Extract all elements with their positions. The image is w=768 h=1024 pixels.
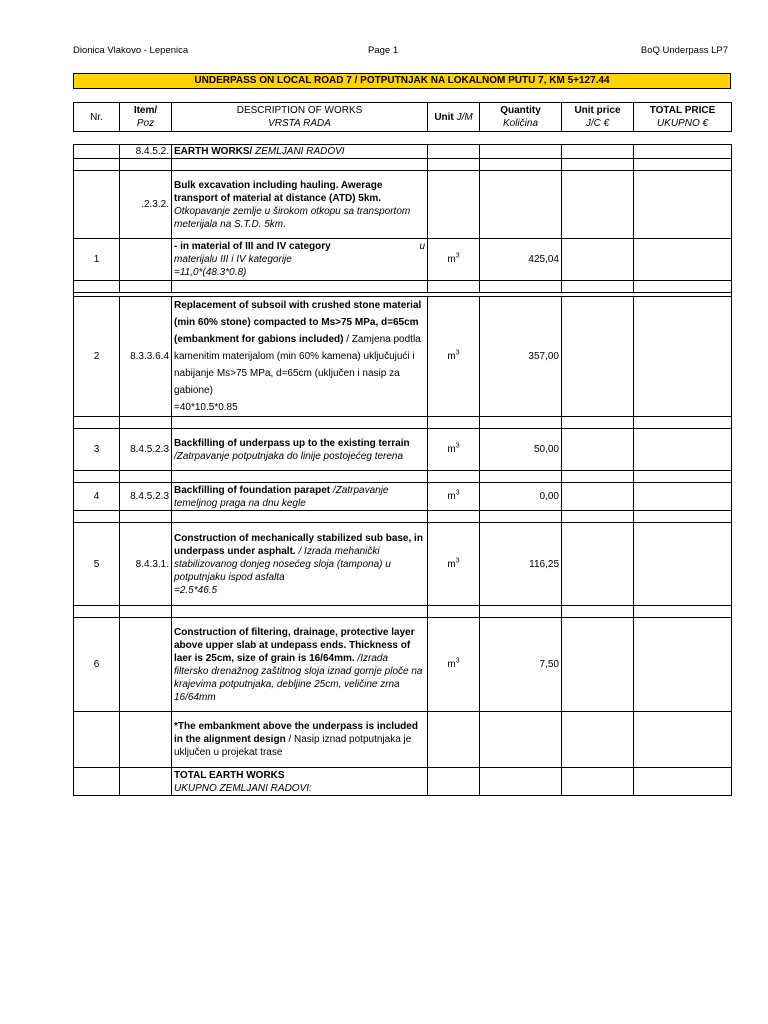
item-description-en: - in material of III and IV category — [174, 241, 331, 252]
col-nr-label: Nr. — [90, 111, 103, 123]
item-description-local: /Zatrpavanje potputnjaka do linije postojećeg terena — [174, 450, 404, 462]
col-description-label: DESCRIPTION OF WORKS — [236, 105, 363, 116]
col-quantity-local: Količina — [502, 118, 539, 129]
gap-row — [74, 606, 732, 618]
unit-exponent: 3 — [455, 442, 460, 450]
gap-row — [74, 511, 732, 523]
item-quantity: 0,00 — [480, 483, 562, 511]
col-unit-price-local: J/C € — [585, 118, 610, 129]
item-formula: =40*10.5*0.85 — [174, 402, 238, 413]
gap-row — [74, 471, 732, 483]
item-description-en: Replacement of subsoil with crushed stone material (min 60% stone) compacted to Ms>75 MPa, d=65cm (embankment for gabions included) — [174, 300, 422, 345]
item-description-local: Otkopavanje zemlje u širokom otkopu sa transportom meterijala na S.T.D. 5km. — [174, 205, 411, 230]
item-description-local: / Izrada mehanički stabilizovanog donjeg nosećeg sloja (tampona) u potputnjaku ispod asfalta — [174, 545, 391, 583]
table-row-bulk-excavation — [74, 171, 732, 239]
row-number: 3 — [74, 429, 120, 471]
item-description — [172, 239, 428, 281]
header-page-number: Page 1 — [368, 45, 399, 56]
unit-exponent: 3 — [455, 489, 460, 497]
col-unit-price — [562, 103, 634, 132]
col-quantity-label: Quantity — [500, 105, 541, 116]
row-number: 4 — [74, 483, 120, 511]
item-code: 8.4.5.2.3 — [120, 429, 172, 471]
item-formula: =11,0*(48.3*0.8) — [174, 267, 247, 278]
section-code: 8.4.5.2. — [120, 145, 172, 159]
item-unit — [428, 483, 480, 511]
item-description — [172, 171, 428, 239]
table-row-5 — [74, 523, 732, 606]
item-note-local: / Nasip iznad potputnjaka je uključen u projekat trase — [174, 734, 412, 758]
item-code: 8.4.3.1. — [120, 523, 172, 606]
unit-exponent: 3 — [455, 657, 460, 665]
col-description-local: VRSTA RADA — [268, 118, 331, 129]
item-unit — [428, 618, 480, 712]
item-quantity: 116,25 — [480, 523, 562, 606]
title-banner: UNDERPASS ON LOCAL ROAD 7 / POTPUTNJAK NA LOKALNOM PUTU 7, KM 5+127.44 — [73, 73, 731, 89]
table-row-1 — [74, 239, 732, 281]
item-description-local: / Zamjena podtla kamenitim materijalom (min 60% kamena) uključujući i nabijanje Ms>75 MPa, d=65cm (uključen i nasip za gabione) — [174, 334, 421, 396]
unit-text: m — [447, 491, 456, 502]
item-description-local: /Izrada filtersko drenažnog zaštitnog sloja iznad gornje ploče na krajevima potputnjaka, debljine 25cm, veličine zrna 16/64mm — [174, 652, 423, 703]
item-unit — [428, 239, 480, 281]
table-row-2 — [74, 297, 732, 417]
header-left: Dionica Vlakovo - Lepenica — [73, 45, 189, 56]
col-total-price-local: UKUPNO € — [656, 118, 709, 129]
item-description-en: Construction of mechanically stabilized sub base, in underpass under asphalt. — [174, 532, 423, 557]
header-right: BoQ Underpass LP7 — [640, 45, 728, 56]
row-number: 5 — [74, 523, 120, 606]
section-title — [172, 145, 428, 159]
col-item-label: Item/ — [133, 105, 158, 116]
item-description — [172, 618, 428, 712]
table-row-4 — [74, 483, 732, 511]
gap-row — [74, 159, 732, 171]
item-description-en: Backfilling of underpass up to the existing terrain — [174, 437, 410, 449]
unit-exponent: 3 — [455, 252, 460, 260]
row-number: 1 — [74, 239, 120, 281]
item-quantity: 7,50 — [480, 618, 562, 712]
item-description — [172, 523, 428, 606]
item-description-local-start: u — [419, 241, 425, 252]
gap-row — [74, 281, 732, 293]
total-row — [74, 768, 732, 796]
item-formula: =2.5*46.5 — [174, 584, 218, 596]
total-label-local: UKUPNO ZEMLJANI RADOVI: — [174, 782, 312, 794]
unit-exponent: 3 — [455, 557, 460, 565]
item-code: 8.4.5.2.3 — [120, 483, 172, 511]
table-row-3 — [74, 429, 732, 471]
unit-text: m — [447, 558, 456, 570]
table-row-6 — [74, 618, 732, 712]
table-row-note — [74, 712, 732, 768]
column-header-row — [74, 103, 732, 132]
total-label-en: TOTAL EARTH WORKS — [174, 769, 285, 781]
col-unit-local: J/M — [456, 111, 473, 123]
unit-text: m — [447, 351, 456, 362]
col-item-local: Poz — [136, 118, 155, 129]
total-value — [634, 768, 732, 796]
item-unit — [428, 429, 480, 471]
col-unit — [428, 103, 480, 132]
col-total-price — [634, 103, 732, 132]
unit-text: m — [447, 444, 456, 455]
item-quantity: 357,00 — [480, 297, 562, 417]
item-description — [172, 429, 428, 471]
item-description — [172, 297, 428, 417]
gap-row — [74, 417, 732, 429]
unit-text: m — [447, 659, 456, 670]
item-quantity: 50,00 — [480, 429, 562, 471]
item-description-local: materijalu III i IV kategorije — [174, 254, 292, 265]
row-number: 2 — [74, 297, 120, 417]
item-quantity: 425,04 — [480, 239, 562, 281]
col-total-price-label: TOTAL PRICE — [649, 105, 716, 116]
row-number: 6 — [74, 618, 120, 712]
unit-exponent: 3 — [455, 349, 460, 357]
col-item — [120, 103, 172, 132]
item-code: 8.3.3.6.4 — [120, 297, 172, 417]
col-unit-label: Unit — [434, 111, 454, 123]
col-description — [172, 103, 428, 132]
section-title-en: EARTH WORKS/ — [174, 146, 253, 157]
item-note-en: *The embankment above the underpass is included in the alignment design — [174, 721, 418, 745]
section-title-local: ZEMLJANI RADOVI — [252, 146, 345, 157]
col-nr — [74, 103, 120, 132]
item-description-en: Bulk excavation including hauling. Awerage transport of material at distance (ATD) 5km. — [174, 179, 383, 204]
item-description — [172, 483, 428, 511]
item-description-en: Backfilling of foundation parapet — [174, 484, 331, 496]
column-header-table — [73, 102, 732, 132]
item-note — [172, 712, 428, 768]
item-description-en: Construction of filtering, drainage, protective layer above upper slab at undepass ends. Thickness of laer is 25cm, size of grain is 16/64mm. — [174, 626, 415, 664]
item-code: .2.3.2. — [120, 171, 172, 239]
total-label — [172, 768, 428, 796]
col-unit-price-label: Unit price — [574, 105, 621, 116]
item-description-local: /Zatrpavanje temeljnog praga na dnu kegle — [174, 484, 389, 509]
boq-table — [73, 144, 732, 796]
section-row — [74, 145, 732, 159]
item-unit — [428, 297, 480, 417]
unit-text: m — [447, 254, 456, 265]
col-quantity — [480, 103, 562, 132]
item-unit — [428, 523, 480, 606]
